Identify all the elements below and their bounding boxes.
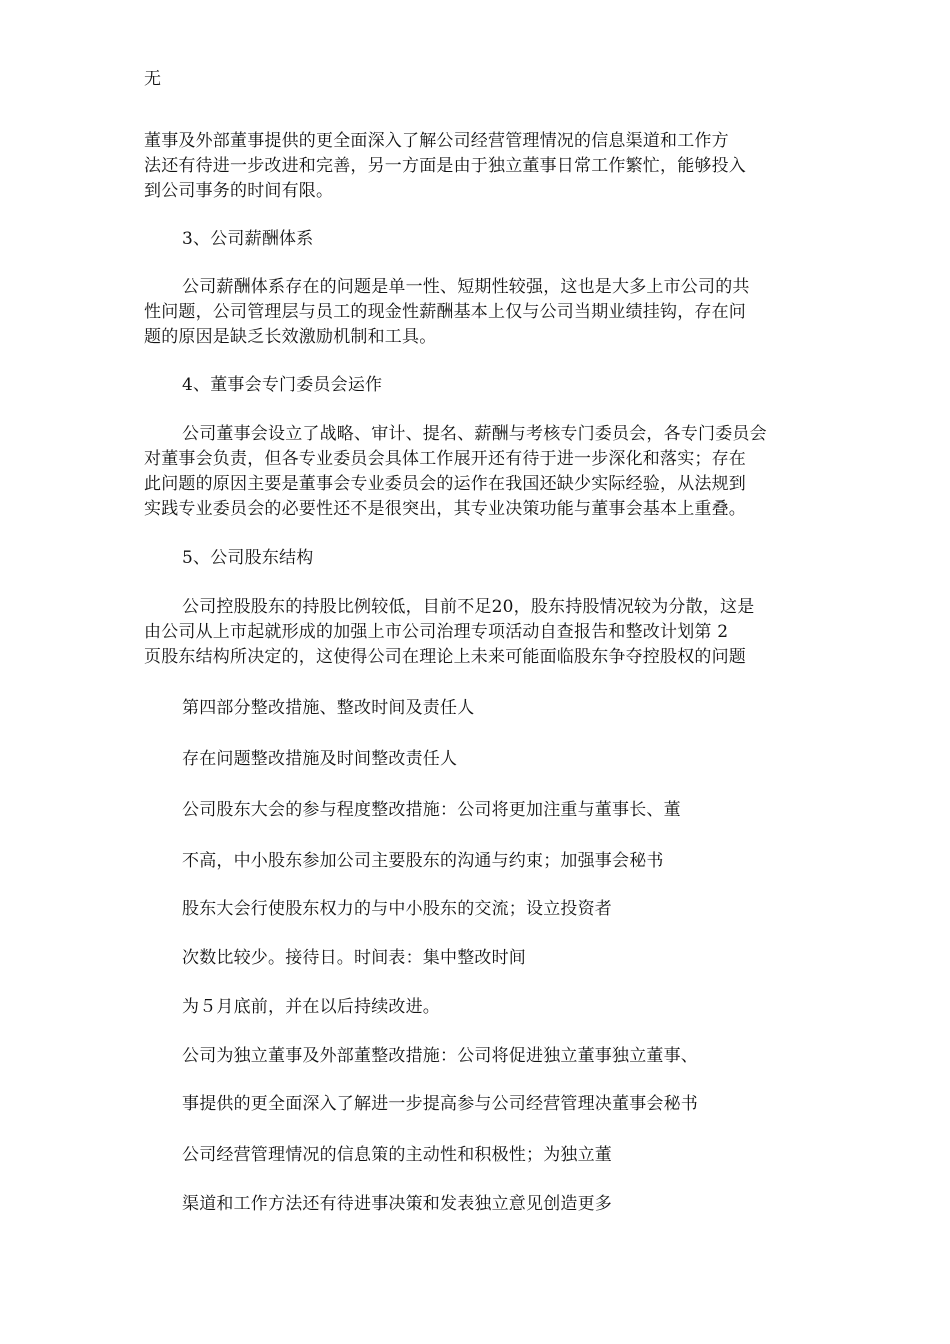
paragraph-line: 公司控股股东的持股比例较低，目前不足20，股东持股情况较为分散，这是 [182, 597, 755, 617]
paragraph-line: 公司薪酬体系存在的问题是单一性、短期性较强，这也是大多上市公司的共 [182, 277, 750, 297]
paragraph-line: 实践专业委员会的必要性还不是很突出，其专业决策功能与董事会基本上重叠。 [144, 499, 746, 519]
table-line: 次数比较少。接待日。时间表：集中整改时间 [182, 948, 526, 968]
paragraph-line: 题的原因是缺乏长效激励机制和工具。 [144, 327, 437, 347]
section-heading: 4、董事会专门委员会运作 [182, 375, 383, 395]
section-heading: 3、公司薪酬体系 [182, 229, 314, 249]
paragraph-line: 页股东结构所决定的，这使得公司在理论上未来可能面临股东争夺控股权的问题 [144, 647, 746, 667]
section-heading: 5、公司股东结构 [182, 548, 314, 568]
paragraph-line: 公司董事会设立了战略、审计、提名、薪酬与考核专门委员会，各专门委员会 [182, 424, 767, 444]
paragraph-line: 董事及外部董事提供的更全面深入了解公司经营管理情况的信息渠道和工作方 [144, 131, 729, 151]
table-line: 股东大会行使股东权力的与中小股东的交流；设立投资者 [182, 899, 612, 919]
paragraph-line: 对董事会负责，但各专业委员会具体工作展开还有待于进一步深化和落实；存在 [144, 449, 746, 469]
table-line: 不高，中小股东参加公司主要股东的沟通与约束；加强事会秘书 [182, 851, 664, 871]
table-line: 公司经营管理情况的信息策的主动性和积极性；为独立董 [182, 1145, 612, 1165]
table-line: 事提供的更全面深入了解进一步提高参与公司经营管理决董事会秘书 [182, 1094, 698, 1114]
paragraph-line: 由公司从上市起就形成的加强上市公司治理专项活动自查报告和整改计划第 2 [144, 622, 729, 642]
table-line: 公司股东大会的参与程度整改措施：公司将更加注重与董事长、董 [182, 800, 681, 820]
paragraph-line: 此问题的原因主要是董事会专业委员会的运作在我国还缺少实际经验，从法规到 [144, 474, 746, 494]
table-line: 公司为独立董事及外部董整改措施：公司将促进独立董事独立董事、 [182, 1046, 698, 1066]
table-line: 存在问题整改措施及时间整改责任人 [182, 749, 458, 769]
paragraph-line: 到公司事务的时间有限。 [144, 181, 334, 201]
paragraph-line: 法还有待进一步改进和完善，另一方面是由于独立董事日常工作繁忙，能够投入 [144, 156, 746, 176]
section-title: 第四部分整改措施、整改时间及责任人 [182, 698, 475, 718]
page-header: 无 [144, 69, 162, 89]
paragraph-line: 性问题，公司管理层与员工的现金性薪酬基本上仅与公司当期业绩挂钩，存在问 [144, 302, 746, 322]
table-line: 为５月底前，并在以后持续改进。 [182, 997, 440, 1017]
table-line: 渠道和工作方法还有待进事决策和发表独立意见创造更多 [182, 1194, 612, 1214]
